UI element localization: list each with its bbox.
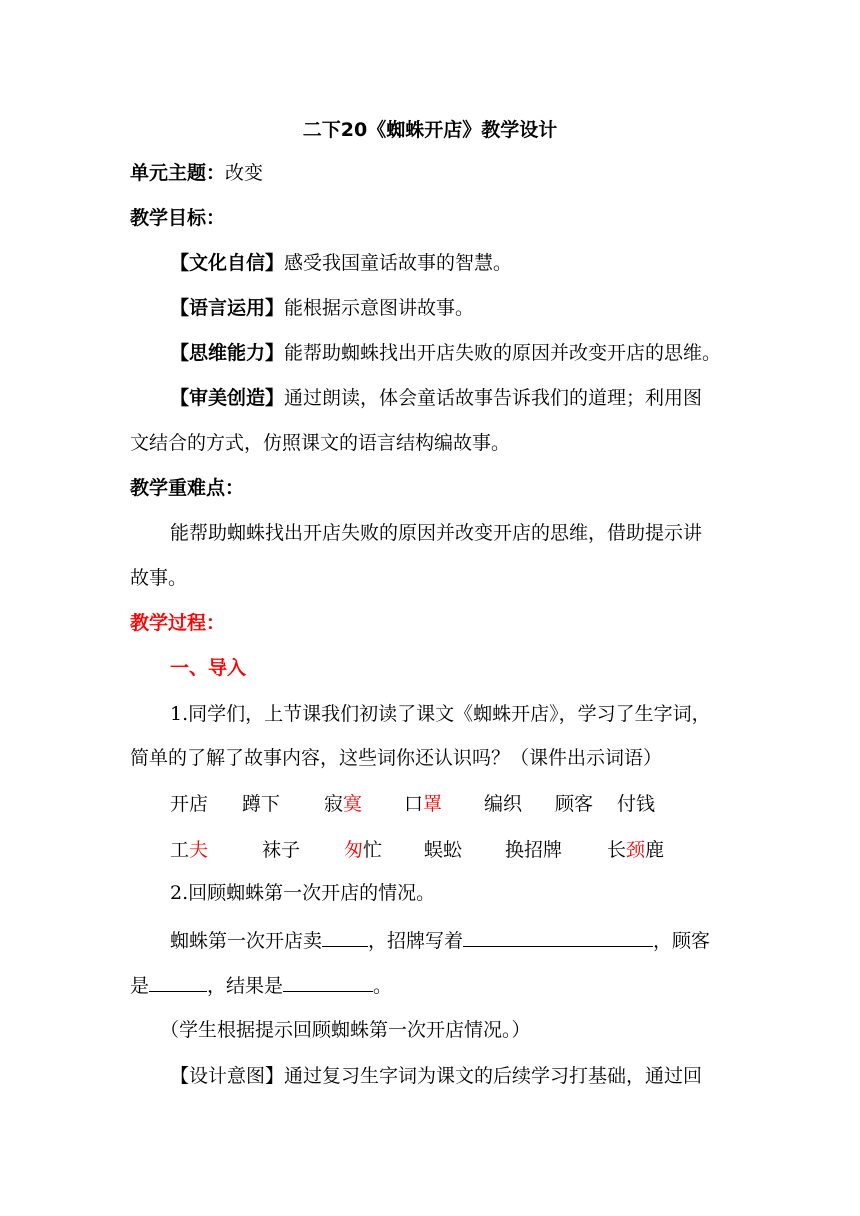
- objective-item: [170, 339, 750, 367]
- unit-theme-label: 单元主题：: [130, 162, 226, 184]
- vocab-word: 袜子: [262, 839, 301, 861]
- objective-text: 通过朗读，体会童话故事告诉我们的道理；利用图: [284, 387, 703, 409]
- answer-blank[interactable]: [322, 926, 368, 947]
- vocab-word: 口罩: [404, 793, 443, 815]
- vocab-word: 工夫: [170, 839, 209, 861]
- vocab-word: 换招牌: [505, 839, 563, 861]
- step-1-text-continued: 简单的了解了故事内容，这些词你还认识吗？（课件出示词语）: [130, 747, 663, 769]
- objective-text: 感受我国童话故事的智慧。: [284, 252, 513, 274]
- vocab-word: 匆忙: [344, 839, 383, 861]
- vocab-word: 编织: [484, 793, 523, 815]
- unit-theme: [130, 159, 740, 187]
- objective-item: [170, 384, 740, 412]
- objectives-heading: 教学目标：: [130, 207, 226, 229]
- fill-in-line-2: 是 ，结果是 。: [130, 971, 740, 1000]
- objective-tag: 【审美创造】: [170, 387, 285, 409]
- key-points-text: 能帮助蜘蛛找出开店失败的原因并改变开店的思维，借助提示讲: [170, 522, 703, 544]
- objective-text: 能根据示意图讲故事。: [284, 297, 475, 319]
- design-intent-tag: 【设计意图】: [170, 1065, 285, 1087]
- objective-tag: 【文化自信】: [170, 252, 285, 274]
- vocab-word: 付钱: [617, 793, 656, 815]
- vocab-word: 蜈蚣: [424, 839, 463, 861]
- key-points-text-continued: 故事。: [130, 567, 188, 589]
- fill-in-line-1: 蜘蛛第一次开店卖 ，招牌写着 ，顾客: [170, 926, 740, 955]
- vocab-word: 长颈鹿: [607, 839, 665, 861]
- student-note: （学生根据提示回顾蜘蛛第一次开店情况。）: [160, 1019, 531, 1041]
- key-points-heading: 教学重难点：: [130, 477, 245, 499]
- section-heading: 一、导入: [170, 657, 247, 679]
- objective-tag: 【思维能力】: [170, 342, 285, 364]
- objective-text-continued: 文结合的方式，仿照课文的语言结构编故事。: [130, 432, 511, 454]
- answer-blank[interactable]: [283, 971, 373, 992]
- objective-text: 能帮助蜘蛛找出开店失败的原因并改变开店的思维。: [284, 342, 722, 364]
- vocab-word: 寂寞: [324, 793, 363, 815]
- vocab-word: 顾客: [555, 793, 594, 815]
- answer-blank[interactable]: [149, 971, 207, 992]
- vocab-word: 开店: [170, 793, 209, 815]
- objective-tag: 【语言运用】: [170, 297, 285, 319]
- objective-item: [170, 249, 740, 277]
- unit-theme-value: 改变: [225, 162, 264, 184]
- process-heading: 教学过程：: [130, 612, 226, 634]
- step-1-text: 1.同学们，上节课我们初读了课文《蜘蛛开店》，学习了生字词，: [170, 703, 711, 725]
- step-2-text: 2.回顾蜘蛛第一次开店的情况。: [170, 882, 436, 904]
- document-title: 二下20《蜘蛛开店》教学设计: [302, 119, 558, 141]
- design-intent-text: 通过复习生字词为课文的后续学习打基础，通过回: [284, 1065, 703, 1087]
- objective-item: [170, 294, 740, 322]
- vocab-word: 蹲下: [242, 793, 281, 815]
- answer-blank[interactable]: [463, 926, 653, 947]
- design-intent: [170, 1062, 740, 1090]
